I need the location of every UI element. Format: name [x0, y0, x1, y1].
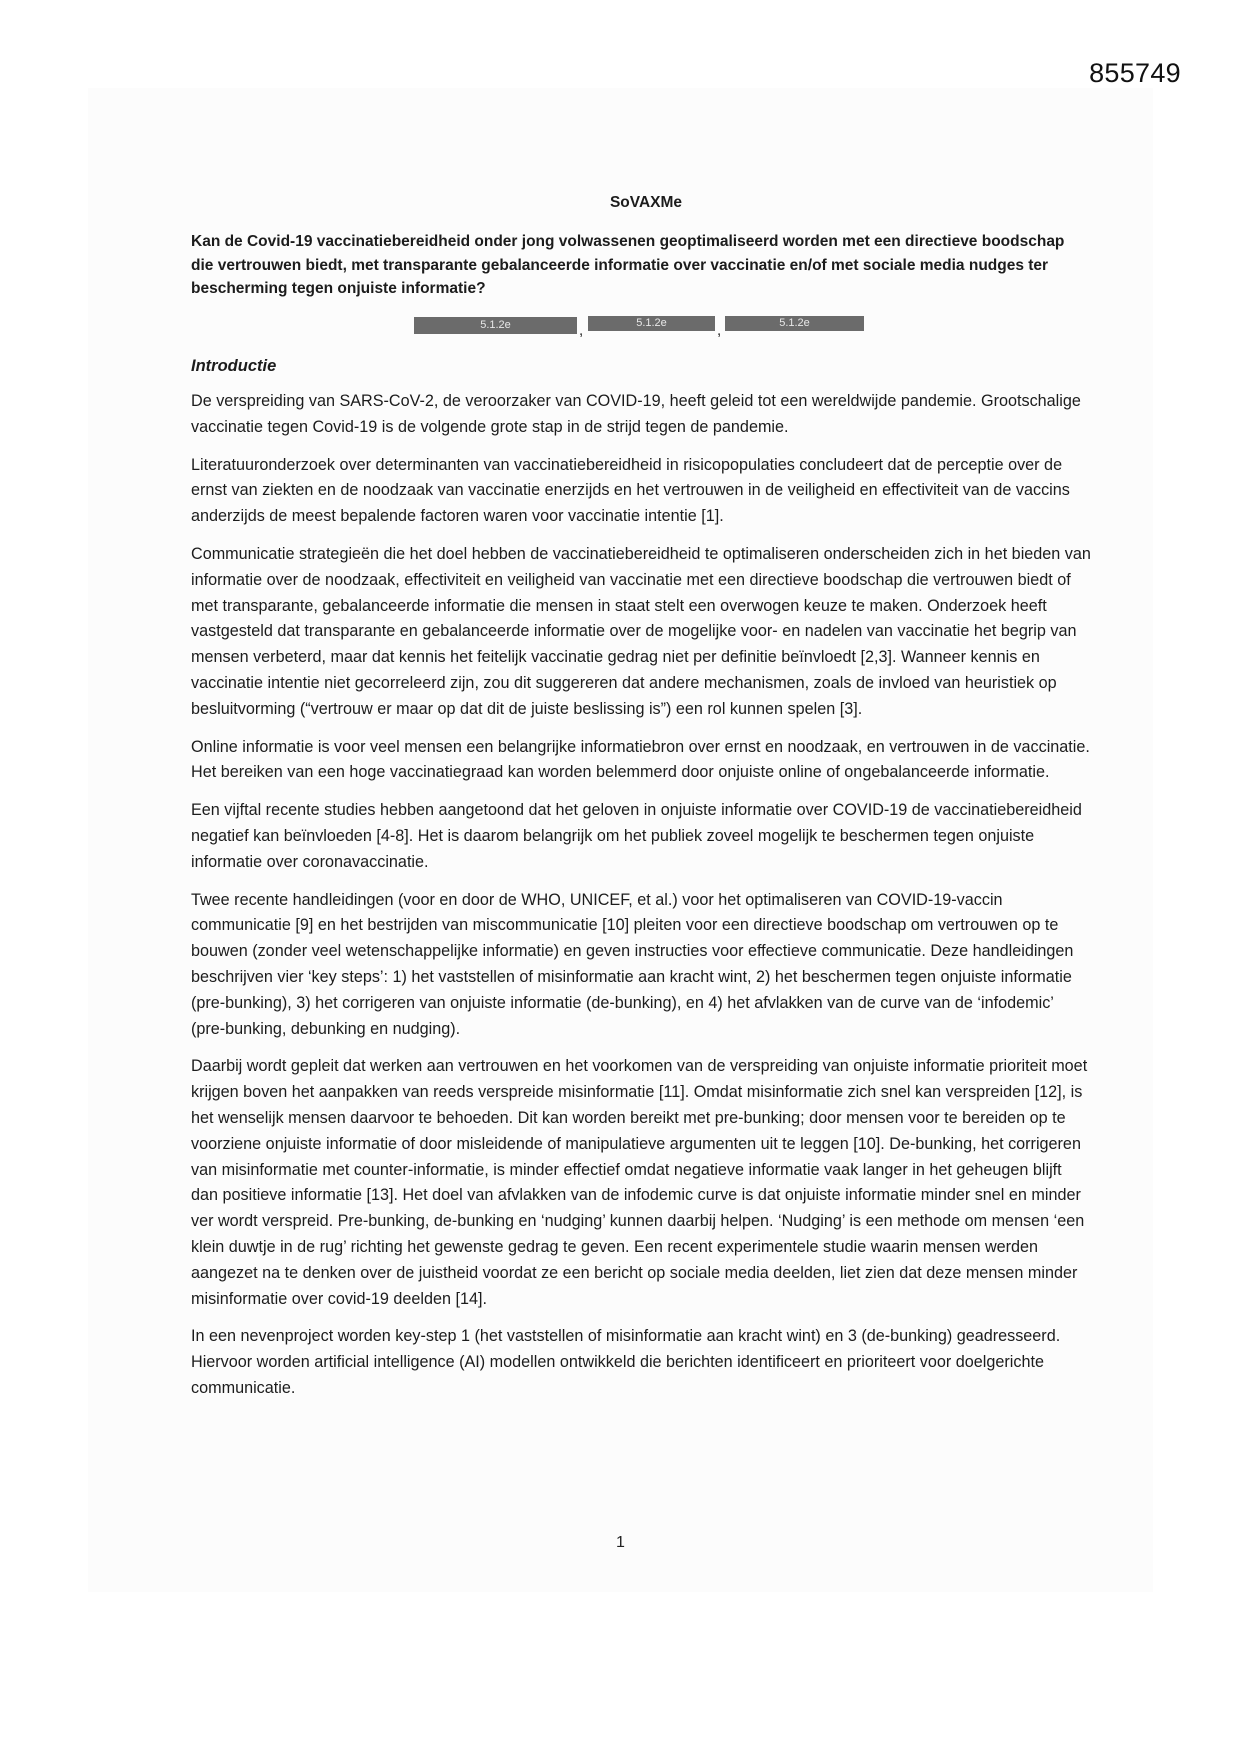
paragraph: Twee recente handleidingen (voor en door de WHO, UNICEF, et al.) voor het optimaliseren van COVID-19-vaccin communicatie [9] en het bestrijden van miscommunicatie [10] pleiten voor een directieve boodschap om vertrouwen op te bouwen (zonder veel wetenschappelijke informatie) en geven instructies voor effectieve communicatie. Deze handleidingen beschrijven vier ‘key steps’: 1) het vaststellen of misinformatie aan kracht wint, 2) het beschermen tegen onjuiste informatie (pre-bunking), 3) het corrigeren van onjuiste informatie (de-bunking), en 4) het afvlakken van de curve van de ‘infodemic’ (pre-bunking, debunking en nudging). [191, 890, 1074, 1038]
author-separator: , [717, 322, 722, 339]
document-id: 855749 [1089, 58, 1181, 88]
page-number: 1 [616, 1534, 625, 1551]
paragraph: Communicatie strategieën die het doel hebben de vaccinatiebereidheid te optimaliseren onderscheiden zich in het bieden van informatie over de noodzaak, effectiviteit en veiligheid van vaccinatie met een directieve boodschap die vertrouwen biedt of met transparante, gebalanceerde informatie die mensen in staat stelt een overwogen keuze te maken. Onderzoek heeft vastgesteld dat transparante en gebalanceerde informatie over de mogelijke voor- en nadelen van vaccinatie het begrip van mensen verbeterd, maar dat kennis het feitelijk vaccinatie gedrag niet per definitie beïnvloedt [2,3]. Wanneer kennis en vaccinatie intentie niet gecorreleerd zijn, zou dit suggereren dat andere mechanismen, zoals de invloed van heuristiek op besluitvorming (“vertrouw er maar op dat dit de juiste beslissing is”) een rol kunnen spelen [3]. [191, 544, 1091, 718]
project-title: SoVAXMe [609, 194, 683, 211]
paragraph: Online informatie is voor veel mensen een belangrijke informatiebron over ernst en noodzaak, en vertrouwen in de vaccinatie. Het bereiken van een hoge vaccinatiegraad kan worden belemmerd door onjuiste online of ongebalanceerde informatie. [191, 737, 1090, 782]
paragraph: De verspreiding van SARS-CoV-2, de veroorzaker van COVID-19, heeft geleid tot een wereldwijde pandemie. Grootschalige vaccinatie tegen Covid-19 is de volgende grote stap in de strijd tegen de pandemie. [191, 392, 1081, 436]
paragraph: Een vijftal recente studies hebben aangetoond dat het geloven in onjuiste informatie over COVID-19 de vaccinatiebereidheid negatief kan beïnvloeden [4-8]. Het is daarom belangrijk om het publiek zoveel mogelijk te beschermen tegen onjuiste informatie over coronavaccinatie. [191, 801, 1082, 871]
author-separator: , [579, 322, 584, 339]
redacted-author-3: 5.1.2e [725, 316, 864, 331]
paragraph: Daarbij wordt gepleit dat werken aan vertrouwen en het voorkomen van de verspreiding van onjuiste informatie prioriteit moet krijgen boven het aanpakken van reeds verspreide misinformatie [11]. Omdat misinformatie zich snel kan verspreiden [12], is het wenselijk mensen daarvoor te behoeden. Dit kan worden bereikt met pre-bunking; door mensen voor te bereiden op te voorziene onjuiste informatie of door misleidende of manipulatieve argumenten uit te leggen [10]. De-bunking, het corrigeren van misinformatie met counter-informatie, is minder effectief omdat negatieve informatie vaak langer in het geheugen blijft dan positieve informatie [13]. Het doel van afvlakken van de infodemic curve is dat onjuiste informatie minder snel en minder ver wordt verspreid. Pre-bunking, de-bunking en ‘nudging’ kunnen daarbij helpen. ‘Nudging’ is een methode om mensen ‘een klein duwtje in de rug’ richting het gewenste gedrag te geven. Een recent experimentele studie waarin mensen werden aangezet na te denken over de juistheid voordat ze een bericht op sociale media deelden, liet zien dat deze mensen minder misinformatie over covid-19 deelden [14]. [191, 1057, 1088, 1308]
paragraph: Literatuuronderzoek over determinanten van vaccinatiebereidheid in risicopopulaties concludeert dat de perceptie over de ernst van ziekten en de noodzaak van vaccinatie enerzijds en het vertrouwen in de veiligheid en effectiviteit van de vaccins anderzijds de meest bepalende factoren waren voor vaccinatie intentie [1]. [191, 455, 1070, 526]
paragraph: In een nevenproject worden key-step 1 (het vaststellen of misinformatie aan kracht wint) en 3 (de-bunking) geadresseerd. Hiervoor worden artificial intelligence (AI) modellen ontwikkeld die berichten identificeert en prioriteert voor doelgerichte communicatie. [191, 1327, 1061, 1397]
redacted-author-1: 5.1.2e [414, 317, 577, 334]
section-heading: Introductie [191, 357, 277, 375]
redacted-author-2: 5.1.2e [588, 316, 715, 331]
body-text [191, 389, 1091, 1414]
document-content [191, 190, 1091, 1397]
research-question: Kan de Covid-19 vaccinatiebereidheid onder jong volwassenen geoptimaliseerd worden met een directieve boodschap die vertrouwen biedt, met transparante gebalanceerde informatie over vaccinatie en/of met sociale media nudges ter bescherming tegen onjuiste informatie? [191, 233, 1065, 297]
